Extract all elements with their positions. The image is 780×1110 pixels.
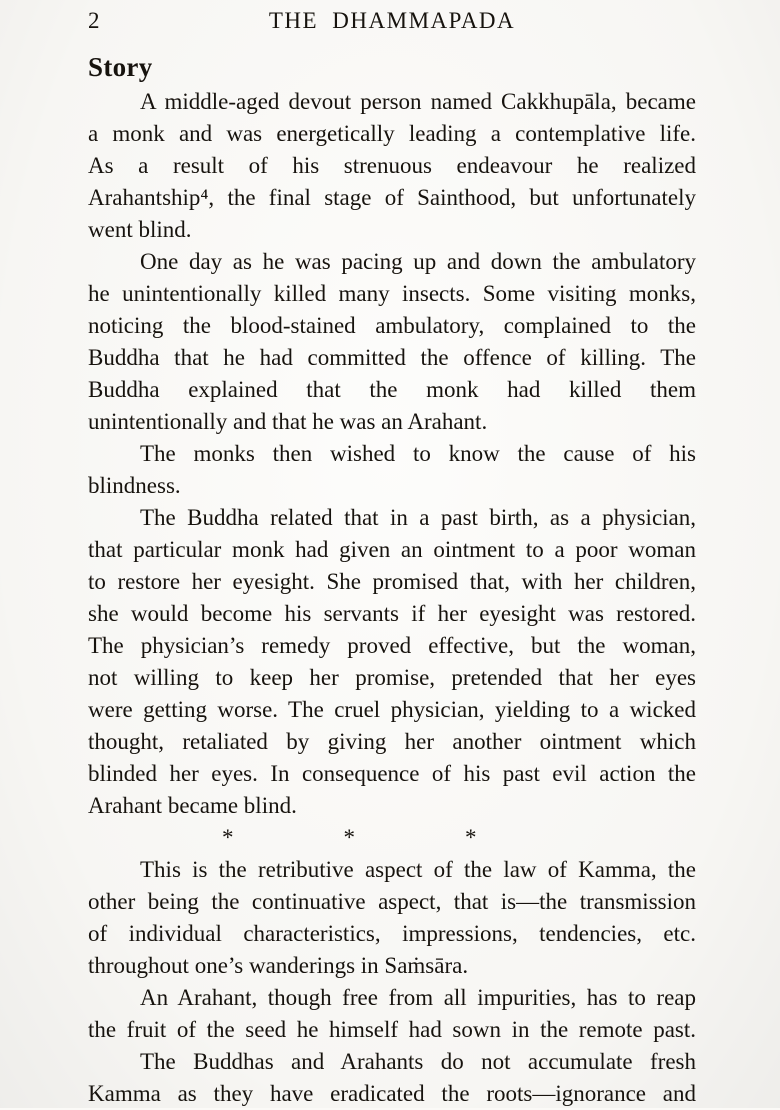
text-line: As a result of his strenuous endeavour he realized [88,153,696,178]
text-line: An Arahant, though free from all impurities, has to reap [140,985,696,1010]
text-line: The Buddhas and Arahants do not accumulate fresh [140,1049,696,1074]
text-line: Buddha that he had committed the offence of killing. The [88,345,696,370]
text-line: Arahant became blind. [88,793,297,818]
running-title: THE DHAMMAPADA [268,8,516,33]
text-line: Buddha explained that the monk had killed them [88,377,696,402]
text-line: that particular monk had given an ointment to a poor woman [88,537,696,562]
text-line: went blind. [88,217,192,242]
asterisk: * [222,825,234,850]
text-line: throughout one’s wanderings in Saṁsāra. [88,953,469,978]
text-line: A middle-aged devout person named Cakkhupāla, became [140,89,696,114]
section-separator [88,822,696,854]
text-line: This is the retributive aspect of the law of Kamma, the [140,857,696,882]
text-line: to restore her eyesight. She promised that, with her children, [88,569,696,594]
text-line: Arahantship⁴, the final stage of Sainthood, but unfortunately [88,185,696,210]
text-line: blindness. [88,473,181,498]
running-header [88,6,696,36]
text-line: not willing to keep her promise, pretended that her eyes [88,665,696,690]
asterisk: * [465,825,477,850]
section-heading: Story [88,52,153,82]
text-line: were getting worse. The cruel physician, yielding to a wicked [88,697,696,722]
text-line: One day as he was pacing up and down the ambulatory [140,249,696,274]
paragraph [88,438,696,502]
text-line: he unintentionally killed many insects. Some visiting monks, [88,281,696,306]
text-line: The monks then wished to know the cause of his [140,441,696,466]
paragraph [88,982,696,1046]
paragraph [88,502,696,822]
text-line: blinded her eyes. In consequence of his past evil action the [88,761,696,786]
text-line: of individual characteristics, impressions, tendencies, etc. [88,921,696,946]
text-line: The Buddha related that in a past birth, as a physician, [140,505,696,530]
text-line: The physician’s remedy proved effective, but the woman, [88,633,696,658]
text-line: unintentionally and that he was an Arahant. [88,409,488,434]
text-line: a monk and was energetically leading a contemplative life. [88,121,696,146]
text-line: she would become his servants if her eyesight was restored. [88,601,696,626]
paragraph [88,854,696,982]
text-line: other being the continuative aspect, that is—the transmission [88,889,696,914]
body-text [88,86,696,1110]
paragraph [88,246,696,438]
text-line: the fruit of the seed he himself had sown in the remote past. [88,1017,696,1042]
text-line: thought, retaliated by giving her another ointment which [88,729,696,754]
asterisk: * [343,825,355,850]
page-number: 2 [88,8,100,33]
paragraph [88,1046,696,1110]
paragraph [88,86,696,246]
text-line: noticing the blood-stained ambulatory, complained to the [88,313,696,338]
text-line: Kamma as they have eradicated the roots—ignorance and [88,1081,696,1106]
